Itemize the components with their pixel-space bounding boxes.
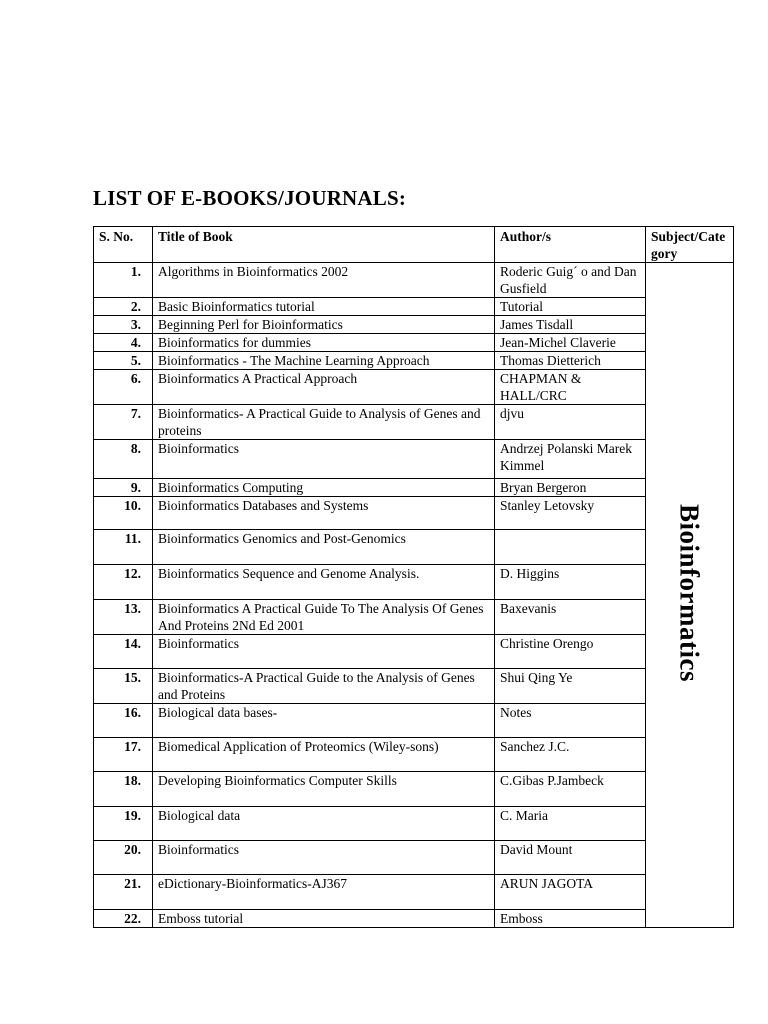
row-title: Bioinformatics Genomics and Post-Genomics — [153, 530, 495, 565]
table-row — [94, 334, 734, 352]
table-row — [94, 841, 734, 875]
table-row — [94, 772, 734, 807]
table-row — [94, 370, 734, 405]
table-header-row — [94, 227, 734, 263]
page-heading: LIST OF E-BOOKS/JOURNALS: — [93, 186, 407, 210]
table-row — [94, 565, 734, 600]
table-row — [94, 530, 734, 565]
row-title: Basic Bioinformatics tutorial — [153, 298, 495, 316]
subject-label: Bioinformatics — [674, 504, 705, 682]
row-number: 13. — [94, 600, 153, 635]
ebooks-table — [93, 226, 734, 928]
table-row — [94, 910, 734, 928]
row-title: Bioinformatics — [153, 635, 495, 669]
row-number: 10. — [94, 497, 153, 530]
row-title: Beginning Perl for Bioinformatics — [153, 316, 495, 334]
row-title: Bioinformatics — [153, 440, 495, 479]
row-number: 8. — [94, 440, 153, 479]
row-number: 20. — [94, 841, 153, 875]
row-author: Notes — [495, 704, 646, 738]
row-title: Bioinformatics-A Practical Guide to the Analysis of Genes and Proteins — [153, 669, 495, 704]
table-body — [94, 263, 734, 928]
row-number: 12. — [94, 565, 153, 600]
row-number: 1. — [94, 263, 153, 298]
table-row — [94, 600, 734, 635]
row-author: David Mount — [495, 841, 646, 875]
table-row — [94, 479, 734, 497]
row-author: Sanchez J.C. — [495, 738, 646, 772]
row-number: 9. — [94, 479, 153, 497]
row-number: 11. — [94, 530, 153, 565]
row-author: djvu — [495, 405, 646, 440]
table-row — [94, 669, 734, 704]
table-row — [94, 635, 734, 669]
row-number: 18. — [94, 772, 153, 807]
table-row — [94, 263, 734, 298]
row-title: Bioinformatics Databases and Systems — [153, 497, 495, 530]
table-row — [94, 497, 734, 530]
row-author: Stanley Letovsky — [495, 497, 646, 530]
table-row — [94, 405, 734, 440]
row-author: Baxevanis — [495, 600, 646, 635]
table-row — [94, 352, 734, 370]
row-author: Jean-Michel Claverie — [495, 334, 646, 352]
table-row — [94, 440, 734, 479]
row-number: 6. — [94, 370, 153, 405]
row-number: 4. — [94, 334, 153, 352]
table-row — [94, 738, 734, 772]
header-subject: Subject/Category — [646, 227, 734, 263]
table-row — [94, 704, 734, 738]
row-number: 21. — [94, 875, 153, 910]
table-row — [94, 807, 734, 841]
table-row — [94, 298, 734, 316]
row-title: Biological data bases- — [153, 704, 495, 738]
row-author: C.Gibas P.Jambeck — [495, 772, 646, 807]
row-number: 19. — [94, 807, 153, 841]
row-title: Biological data — [153, 807, 495, 841]
row-number: 17. — [94, 738, 153, 772]
row-author: C. Maria — [495, 807, 646, 841]
row-author: Shui Qing Ye — [495, 669, 646, 704]
row-number: 15. — [94, 669, 153, 704]
row-author: Emboss — [495, 910, 646, 928]
row-author: CHAPMAN & HALL/CRC — [495, 370, 646, 405]
row-author: Christine Orengo — [495, 635, 646, 669]
row-number: 16. — [94, 704, 153, 738]
row-number: 2. — [94, 298, 153, 316]
row-title: Bioinformatics- A Practical Guide to Analysis of Genes and proteins — [153, 405, 495, 440]
row-title: Bioinformatics A Practical Guide To The Analysis Of Genes And Proteins 2Nd Ed 2001 — [153, 600, 495, 635]
row-title: Bioinformatics Sequence and Genome Analysis. — [153, 565, 495, 600]
row-author: ARUN JAGOTA — [495, 875, 646, 910]
table-row — [94, 875, 734, 910]
row-author: James Tisdall — [495, 316, 646, 334]
header-sno: S. No. — [94, 227, 153, 263]
row-author: Andrzej Polanski Marek Kimmel — [495, 440, 646, 479]
subject-cell — [646, 263, 734, 928]
row-author: D. Higgins — [495, 565, 646, 600]
row-title: Bioinformatics Computing — [153, 479, 495, 497]
header-title: Title of Book — [153, 227, 495, 263]
row-author: Thomas Dietterich — [495, 352, 646, 370]
row-author: Roderic Guig´ o and Dan Gusfield — [495, 263, 646, 298]
row-author — [495, 530, 646, 565]
row-number: 7. — [94, 405, 153, 440]
row-title: Bioinformatics - The Machine Learning Approach — [153, 352, 495, 370]
row-number: 14. — [94, 635, 153, 669]
row-title: Algorithms in Bioinformatics 2002 — [153, 263, 495, 298]
row-title: eDictionary-Bioinformatics-AJ367 — [153, 875, 495, 910]
row-number: 3. — [94, 316, 153, 334]
row-title: Bioinformatics A Practical Approach — [153, 370, 495, 405]
row-title: Bioinformatics — [153, 841, 495, 875]
row-author: Bryan Bergeron — [495, 479, 646, 497]
table-row — [94, 316, 734, 334]
header-author: Author/s — [495, 227, 646, 263]
row-number: 5. — [94, 352, 153, 370]
row-title: Emboss tutorial — [153, 910, 495, 928]
row-number: 22. — [94, 910, 153, 928]
row-author: Tutorial — [495, 298, 646, 316]
row-title: Bioinformatics for dummies — [153, 334, 495, 352]
row-title: Biomedical Application of Proteomics (Wiley-sons) — [153, 738, 495, 772]
row-title: Developing Bioinformatics Computer Skills — [153, 772, 495, 807]
